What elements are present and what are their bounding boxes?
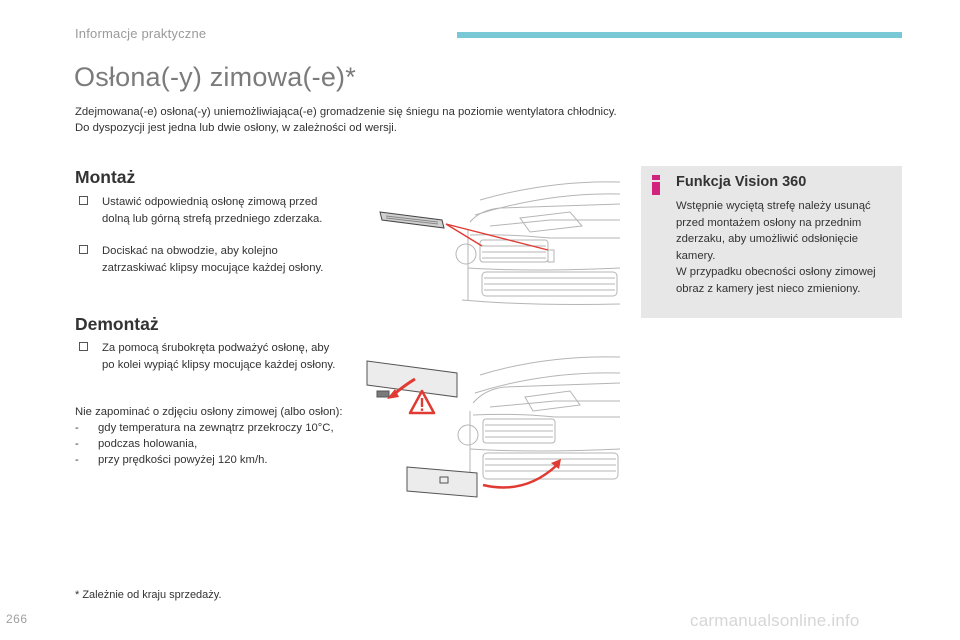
snap-arrow (483, 465, 557, 488)
demontaz-step-1-text: Za pomocą śrubokręta podważyć osłonę, aby po kolei wypiąć klipsy mocujące każdej osłony. (102, 342, 336, 371)
info-icon (652, 175, 660, 195)
screen-lower (407, 467, 477, 497)
reminder-item: - przy prędkości powyżej 120 km/h. (75, 452, 345, 468)
reminder-intro: Nie zapominać o zdjęciu osłony zimowej (albo osłon): (75, 406, 343, 418)
intro-text (75, 104, 620, 136)
montaz-illustration (370, 160, 620, 310)
watermark: carmanualsonline.info (690, 611, 860, 630)
demontaz-heading: Demontaż (75, 314, 159, 334)
info-title: Funkcja Vision 360 (676, 174, 807, 190)
checkbox-icon (79, 245, 88, 254)
page-title: Osłona(-y) zimowa(-e)* (74, 62, 356, 92)
info-box (641, 166, 902, 318)
car-front-drawing (458, 357, 620, 485)
montaz-step-2 (79, 243, 339, 276)
demontaz-illustration (365, 345, 620, 500)
winter-screen-part (380, 212, 444, 228)
reminder-item: - gdy temperatura na zewnątrz przekroczy 10°C, (75, 420, 345, 436)
info-body (676, 198, 898, 297)
montaz-step-2-text: Dociskać na obwodzie, aby kolejno zatrzaskiwać klipsy mocujące każdej osłony. (102, 245, 324, 274)
intro-line-1: Zdejmowana(-e) osłona(-y) uniemożliwiająca(-e) gromadzenie się śniegu na poziomie wentylatora chłodnicy. (75, 106, 617, 118)
warning-triangle-icon (410, 391, 434, 413)
checkbox-icon (79, 196, 88, 205)
montaz-heading: Montaż (75, 167, 136, 187)
reminder (75, 404, 345, 468)
reminder-item: - podczas holowania, (75, 436, 345, 452)
montaz-step-1-text: Ustawić odpowiednią osłonę zimową przed dolną lub górną strefą przedniego zderzaka. (102, 196, 323, 225)
reminder-list (75, 420, 345, 468)
section-label: Informacje praktyczne (75, 26, 207, 41)
info-para-2: W przypadku obecności osłony zimowej obraz z kamery jest nieco zmieniony. (676, 266, 876, 295)
demontaz-step-1 (79, 340, 344, 373)
header-bar (457, 32, 902, 38)
page-number: 266 (6, 612, 28, 626)
montaz-step-1 (79, 194, 339, 227)
car-front-drawing (456, 182, 620, 305)
checkbox-icon (79, 342, 88, 351)
footnote: * Zależnie od kraju sprzedaży. (75, 589, 222, 601)
intro-line-2: Do dyspozycji jest jedna lub dwie osłony, w zależności od wersji. (75, 122, 397, 134)
screen-removed (367, 361, 457, 397)
info-para-1: Wstępnie wyciętą strefę należy usunąć przed montażem osłony na przednim zderzaku, aby umożliwić odsłonięcie kamery. (676, 200, 871, 262)
